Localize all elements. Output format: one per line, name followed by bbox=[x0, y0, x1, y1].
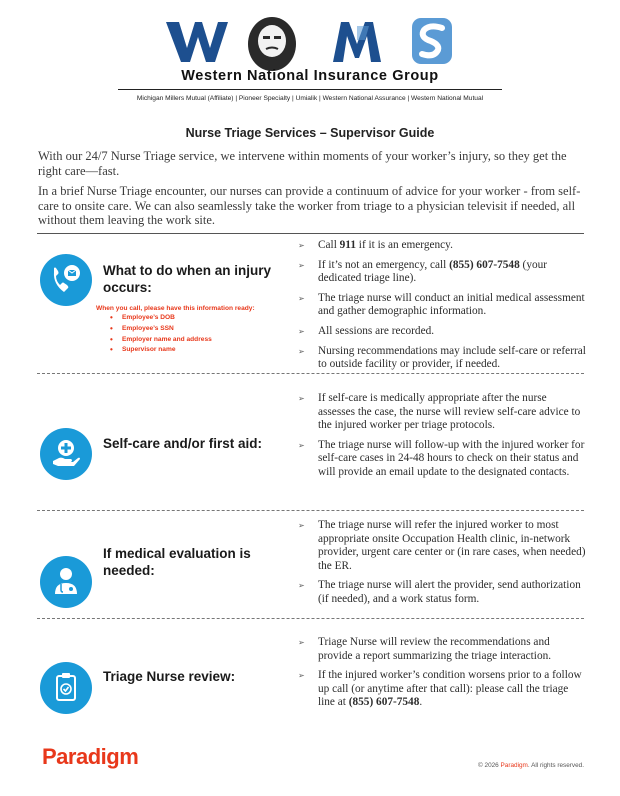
nurse-review-bullets bbox=[298, 636, 586, 716]
list-item: ➢ All sessions are recorded. bbox=[298, 325, 586, 339]
section-heading-injury: What to do when an injury occurs: bbox=[103, 263, 271, 295]
info-ready-label: When you call, please have this information ready: bbox=[96, 305, 255, 312]
section-divider bbox=[37, 510, 584, 511]
list-item: • Supervisor name bbox=[110, 346, 212, 357]
intro-paragraph-2: In a brief Nurse Triage encounter, our nurses can provide a continuum of advice for your worker - from self-care to onsite care. We can also seamlessly take the worker from triage to a physician televisit if needed, all without them leaving the work site. bbox=[38, 184, 581, 227]
affiliate-list: Michigan Millers Mutual (Affiliate) | Pioneer Specialty | Umialik | Western National Assurance | Western National Mutual bbox=[136, 95, 484, 102]
header-divider bbox=[118, 89, 502, 90]
list-item: ➢ If the injured worker’s condition worsens prior to a follow up call (or anytime after that call): please call the triage line at (855) 607-7548. bbox=[298, 669, 586, 710]
info-ready-list bbox=[110, 314, 212, 357]
copyright-prefix: © 2026 bbox=[478, 762, 501, 769]
copyright-notice bbox=[440, 762, 584, 769]
list-item: ➢ Triage Nurse will review the recommendations and provide a report summarizing the triage interaction. bbox=[298, 636, 586, 663]
s-logo-icon bbox=[412, 18, 452, 64]
list-item: ➢ If self-care is medically appropriate after the nurse assesses the case, the nurse will review self-care advice to the injured worker per triage protocols. bbox=[298, 392, 586, 433]
page-title: Nurse Triage Services – Supervisor Guide bbox=[185, 126, 435, 140]
company-name: Western National Insurance Group bbox=[181, 68, 439, 84]
clipboard-icon bbox=[40, 662, 92, 714]
section-divider bbox=[37, 373, 584, 374]
section-heading-nurse-review: Triage Nurse review: bbox=[103, 669, 236, 684]
list-item: ➢ The triage nurse will refer the injured worker to most appropriate onsite Occupation Health clinic, in-network provider, urgent care center or (in rare cases, when needed) the ER. bbox=[298, 519, 586, 573]
list-item: ➢ Call 911 if it is an emergency. bbox=[298, 239, 586, 253]
pioneer-portrait-icon bbox=[246, 14, 298, 72]
w-logo-icon bbox=[166, 22, 228, 62]
logo-bar bbox=[0, 12, 620, 74]
section-divider bbox=[37, 618, 584, 619]
medical-evaluation-bullets bbox=[298, 519, 586, 613]
section-heading-self-care: Self-care and/or first aid: bbox=[103, 436, 263, 451]
m-logo-icon bbox=[333, 22, 381, 62]
list-item: ➢ Nursing recommendations may include self-care or referral to outside facility or provider, if needed. bbox=[298, 345, 586, 372]
self-care-bullets bbox=[298, 392, 586, 486]
doctor-icon bbox=[40, 556, 92, 608]
list-item: • Employer name and address bbox=[110, 336, 212, 347]
list-item: ➢ The triage nurse will alert the provider, send authorization (if needed), and a work status form. bbox=[298, 579, 586, 606]
list-item: • Employee’s SSN bbox=[110, 325, 212, 336]
list-item: ➢ If it’s not an emergency, call (855) 607-7548 (your dedicated triage line). bbox=[298, 259, 586, 286]
copyright-suffix: . All rights reserved. bbox=[527, 762, 584, 769]
injury-bullets bbox=[298, 239, 586, 378]
paradigm-logo: Paradigm bbox=[42, 744, 139, 769]
section-divider bbox=[37, 233, 584, 234]
list-item: ➢ The triage nurse will follow-up with the injured worker for self-care cases in 24-48 hours to check on their status and will provide an email update to the designated contacts. bbox=[298, 439, 586, 480]
intro-paragraph-1: With our 24/7 Nurse Triage service, we intervene within moments of your worker’s injury, so they get the right care—fast. bbox=[38, 149, 567, 178]
list-item: • Employee’s DOB bbox=[110, 314, 212, 325]
section-heading-medical-evaluation: If medical evaluation is needed: bbox=[103, 546, 251, 578]
medical-hand-icon bbox=[40, 428, 92, 480]
copyright-brand: Paradigm bbox=[500, 762, 528, 769]
list-item: ➢ The triage nurse will conduct an initial medical assessment and gather demographic information. bbox=[298, 292, 586, 319]
phone-chat-icon bbox=[40, 254, 92, 306]
